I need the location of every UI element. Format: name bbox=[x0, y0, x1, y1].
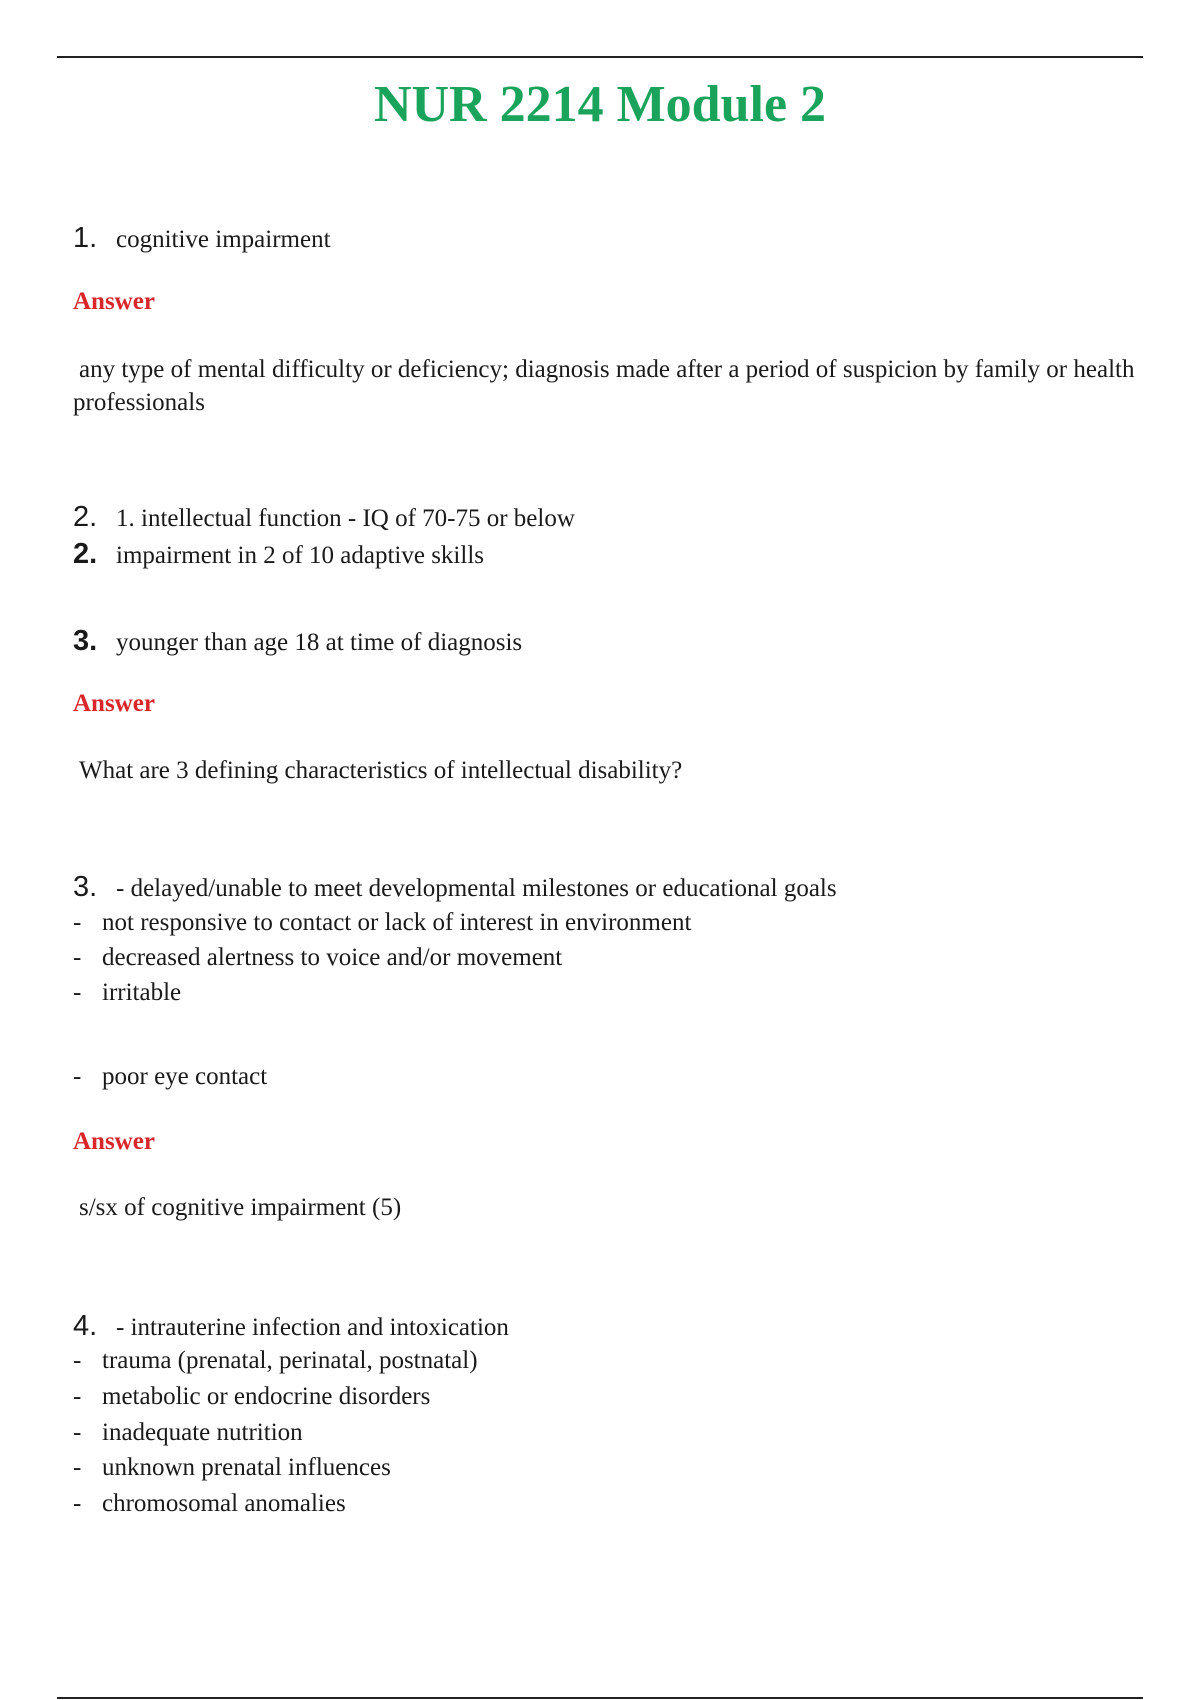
top-rule bbox=[57, 56, 1143, 58]
list-item-text: not responsive to contact or lack of interest in environment bbox=[102, 909, 692, 936]
list-item bbox=[73, 1452, 391, 1484]
bullet-dash: - bbox=[73, 1454, 82, 1481]
answer-label: Answer bbox=[73, 288, 155, 315]
list-item bbox=[73, 1061, 267, 1093]
bullet-dash: - bbox=[73, 1347, 82, 1374]
list-item-text: decreased alertness to voice and/or movement bbox=[102, 944, 563, 971]
list-item-text: irritable bbox=[102, 979, 182, 1006]
list-item bbox=[73, 977, 181, 1009]
bottom-rule bbox=[57, 1697, 1143, 1699]
question-3 bbox=[73, 871, 837, 905]
question-text: - intrauterine infection and intoxication bbox=[116, 1314, 509, 1341]
list-item-text: unknown prenatal influences bbox=[102, 1454, 391, 1481]
question-2-line-3 bbox=[73, 625, 522, 659]
bullet-dash: - bbox=[73, 979, 82, 1006]
list-item bbox=[73, 1345, 478, 1377]
list-number: 2. bbox=[73, 538, 98, 570]
question-number: 3. bbox=[73, 871, 98, 903]
question-text: impairment in 2 of 10 adaptive skills bbox=[116, 542, 484, 569]
answer-label: Answer bbox=[73, 1128, 155, 1155]
list-item bbox=[73, 942, 562, 974]
bullet-dash: - bbox=[73, 1419, 82, 1446]
list-item-text: inadequate nutrition bbox=[102, 1419, 303, 1446]
bullet-dash: - bbox=[73, 944, 82, 971]
question-text: - delayed/unable to meet developmental milestones or educational goals bbox=[116, 875, 837, 902]
bullet-dash: - bbox=[73, 1490, 82, 1517]
question-text: 1. intellectual function - IQ of 70-75 or below bbox=[116, 505, 575, 532]
question-number: 4. bbox=[73, 1310, 98, 1342]
answer-label: Answer bbox=[73, 690, 155, 717]
list-item bbox=[73, 1488, 346, 1520]
bullet-dash: - bbox=[73, 1063, 82, 1090]
list-item bbox=[73, 1417, 303, 1449]
question-2-line-2 bbox=[73, 538, 484, 572]
question-text: cognitive impairment bbox=[116, 226, 331, 253]
list-item-text: chromosomal anomalies bbox=[102, 1490, 346, 1517]
list-item bbox=[73, 1381, 430, 1413]
answer-text: any type of mental difficulty or deficiency; diagnosis made after a period of suspicion by family or health professionals bbox=[73, 356, 1135, 416]
answer-text: What are 3 defining characteristics of intellectual disability? bbox=[79, 757, 683, 784]
list-item-text: poor eye contact bbox=[102, 1063, 268, 1090]
question-number: 1. bbox=[73, 222, 98, 254]
list-item bbox=[73, 907, 691, 939]
question-2-line-1 bbox=[73, 501, 575, 535]
question-number: 2. bbox=[73, 501, 98, 533]
answer-text: s/sx of cognitive impairment (5) bbox=[79, 1194, 402, 1221]
list-item-text: trauma (prenatal, perinatal, postnatal) bbox=[102, 1347, 478, 1374]
list-number: 3. bbox=[73, 625, 98, 657]
question-1 bbox=[73, 222, 331, 256]
bullet-dash: - bbox=[73, 909, 82, 936]
question-text: younger than age 18 at time of diagnosis bbox=[116, 629, 523, 656]
question-4 bbox=[73, 1310, 509, 1344]
bullet-dash: - bbox=[73, 1383, 82, 1410]
list-item-text: metabolic or endocrine disorders bbox=[102, 1383, 431, 1410]
page-title: NUR 2214 Module 2 bbox=[373, 76, 827, 133]
